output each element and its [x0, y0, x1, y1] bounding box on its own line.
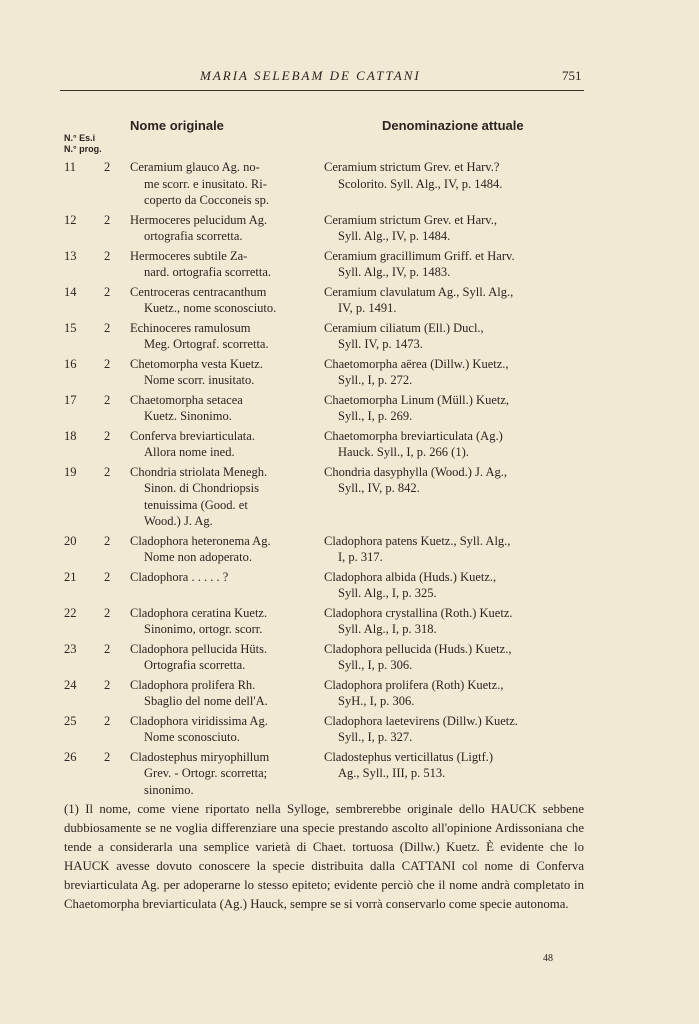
original-name-line: Nome scorr. inusitato.	[144, 373, 255, 387]
current-name-line: Hauck. Syll., I, p. 266 (1).	[338, 445, 469, 459]
original-name-line: Kuetz., nome sconosciuto.	[144, 301, 277, 315]
table-row	[64, 677, 594, 710]
original-name	[126, 428, 316, 461]
current-name	[316, 677, 594, 710]
current-name-line: Syll. Alg., IV, p. 1483.	[338, 265, 451, 279]
table-row	[64, 212, 594, 245]
entry-number: 23	[64, 641, 77, 656]
entry-es-count: 2	[104, 605, 111, 620]
footnote: (1) Il nome, come viene riportato nella Sylloge, sembrerebbe originale dello HAUCK sebbene dubbiosamente se ne voglia differenziare una specie prestando ascolto all'opinione Ardissoniana che tende a considerarla una semplice varietà di Chaet. tortuosa (Dillw.) Kuetz. È evidente che lo HAUCK avesse dovuto conoscere la specie distribuita dalla CATTANI col nome di Conferva breviarticulata Ag. per adoperarne lo stesso epiteto; evidente perciò che il nome andrà completato in Chaetomorpha breviarticulata (Ag.) Hauck, sempre se si vorrà conservarlo come specie autonoma.	[64, 802, 584, 911]
original-name-line: Cladophora pellucida Hüts.	[130, 641, 268, 656]
entry-es-count: 2	[104, 212, 111, 227]
original-name	[126, 392, 316, 425]
current-name-line: Ag., Syll., III, p. 513.	[338, 766, 446, 780]
entry-es-count: 2	[104, 749, 111, 764]
column-header-prog: N.° prog.	[64, 144, 102, 154]
table-row	[64, 533, 594, 566]
current-name-line: Chondria dasyphylla (Wood.) J. Ag.,	[324, 464, 508, 479]
entry-es-count: 2	[104, 464, 111, 479]
current-name-line: Syll. IV, p. 1473.	[338, 337, 423, 351]
current-name-line: Syll., IV, p. 842.	[338, 481, 420, 495]
original-name	[126, 212, 316, 245]
entry-number: 19	[64, 464, 77, 479]
current-name	[316, 713, 594, 746]
entry-es-count: 2	[104, 641, 111, 656]
current-name-line: Syll. Alg., I, p. 318.	[338, 622, 437, 636]
original-name-line: sinonimo.	[144, 782, 194, 797]
current-name-line: Cladophora pellucida (Huds.) Kuetz.,	[324, 641, 512, 656]
table-row	[64, 713, 594, 746]
table-row	[64, 605, 594, 638]
current-name-line: Syll., I, p. 327.	[338, 730, 413, 744]
running-header	[0, 68, 699, 88]
current-name-line: IV, p. 1491.	[338, 301, 397, 315]
entry-es-count: 2	[104, 248, 111, 263]
current-name	[316, 284, 594, 317]
column-header-current: Denominazione attuale	[382, 118, 524, 133]
table-row	[64, 569, 594, 602]
header-rule	[60, 90, 584, 91]
original-name	[126, 320, 316, 353]
column-header-es: N.° Es.i	[64, 133, 96, 143]
original-name-line: Sbaglio del nome dell'A.	[144, 694, 268, 708]
original-name-line: Kuetz. Sinonimo.	[144, 409, 232, 423]
original-name	[126, 641, 316, 674]
original-name-line: nard. ortografia scorretta.	[144, 265, 272, 279]
current-name-line: Cladophora albida (Huds.) Kuetz.,	[324, 569, 497, 584]
current-name	[316, 605, 594, 638]
current-name-line: Ceramium ciliatum (Ell.) Ducl.,	[324, 320, 484, 335]
entry-number: 26	[64, 749, 77, 764]
original-name-line: Cladophora heteronema Ag.	[130, 533, 271, 548]
table-row	[64, 749, 594, 799]
current-name	[316, 320, 594, 353]
table-row	[64, 392, 594, 425]
current-name	[316, 356, 594, 389]
entry-es-count: 2	[104, 284, 111, 299]
current-name	[316, 428, 594, 461]
current-name-line: SyH., I, p. 306.	[338, 694, 415, 708]
current-name	[316, 392, 594, 425]
original-name-line: Nome non adoperato.	[144, 550, 252, 564]
table-row	[64, 428, 594, 461]
current-name-line: Ceramium clavulatum Ag., Syll. Alg.,	[324, 284, 514, 299]
current-name-line: Syll., I, p. 306.	[338, 658, 413, 672]
entry-number: 17	[64, 392, 77, 407]
entry-es-count: 2	[104, 428, 111, 443]
entry-number: 24	[64, 677, 77, 692]
column-header-original: Nome originale	[130, 118, 224, 133]
original-name-line: Ortografia scorretta.	[144, 658, 246, 672]
original-name-line: Meg. Ortograf. scorretta.	[144, 337, 269, 351]
entry-es-count: 2	[104, 569, 111, 584]
current-name-line: Chaetomorpha aërea (Dillw.) Kuetz.,	[324, 356, 509, 371]
table-row	[64, 284, 594, 317]
original-name	[126, 159, 316, 209]
original-name-line: Allora nome ined.	[144, 445, 235, 459]
current-name	[316, 569, 594, 602]
original-name-line: Wood.) J. Ag.	[144, 514, 213, 528]
current-name	[316, 749, 594, 799]
entry-number: 21	[64, 569, 77, 584]
original-name-line: Cladophora viridissima Ag.	[130, 713, 268, 728]
original-name-line: ortografia scorretta.	[144, 229, 243, 243]
original-name	[126, 713, 316, 746]
original-name-line: Grev. - Ortogr. scorretta;	[144, 766, 268, 780]
original-name-line: Cladophora prolifera Rh.	[130, 677, 256, 692]
entry-number: 13	[64, 248, 77, 263]
original-name-line: Chaetomorpha setacea	[130, 392, 243, 407]
current-name-line: Syll. Alg., I, p. 325.	[338, 586, 437, 600]
running-title: MARIA SELEBAM DE CATTANI	[200, 68, 421, 83]
original-name-line: Echinoceres ramulosum	[130, 320, 251, 335]
current-name	[316, 533, 594, 566]
original-name-line: Ceramium glauco Ag. no-	[130, 160, 260, 174]
original-name	[126, 677, 316, 710]
current-name-line: Cladophora prolifera (Roth) Kuetz.,	[324, 677, 504, 692]
current-name	[316, 212, 594, 245]
entry-es-count: 2	[104, 160, 111, 174]
original-name-line: Cladophora . . . . . ?	[130, 569, 229, 584]
table-row	[64, 356, 594, 389]
entry-number: 25	[64, 713, 77, 728]
table-row	[64, 159, 594, 209]
original-name	[126, 605, 316, 638]
entry-number: 12	[64, 212, 77, 227]
entry-number: 15	[64, 320, 77, 335]
current-name-line: Cladophora patens Kuetz., Syll. Alg.,	[324, 533, 511, 548]
original-name-line: Nome sconosciuto.	[144, 730, 240, 744]
table-row	[64, 320, 594, 353]
entry-number: 18	[64, 428, 77, 443]
current-name-line: Cladostephus verticillatus (Ligtf.)	[324, 749, 494, 764]
current-name	[316, 641, 594, 674]
entry-es-count: 2	[104, 392, 111, 407]
original-name	[126, 284, 316, 317]
current-name-line: Ceramium strictum Grev. et Harv.,	[324, 212, 497, 227]
current-name-line: Scolorito. Syll. Alg., IV, p. 1484.	[338, 176, 503, 191]
current-name-line: Chaetomorpha Linum (Müll.) Kuetz,	[324, 392, 510, 407]
original-name-line: Chetomorpha vesta Kuetz.	[130, 356, 263, 371]
current-name-line: I, p. 317.	[338, 550, 383, 564]
entry-number: 22	[64, 605, 77, 620]
current-name	[316, 248, 594, 281]
current-name-line: Ceramium strictum Grev. et Harv.?	[324, 160, 500, 174]
table-row	[64, 248, 594, 281]
original-name-line: Sinon. di Chondriopsis	[144, 481, 259, 495]
original-name	[126, 248, 316, 281]
current-name	[316, 464, 594, 530]
original-name-line: Hermoceres pelucidum Ag.	[130, 212, 268, 227]
original-name-line: tenuissima (Good. et	[144, 497, 248, 512]
original-name	[126, 533, 316, 566]
entry-es-count: 2	[104, 356, 111, 371]
original-name	[126, 749, 316, 799]
original-name-line: Cladophora ceratina Kuetz.	[130, 605, 268, 620]
entry-number: 11	[64, 160, 77, 174]
current-name-line: Cladophora laetevirens (Dillw.) Kuetz.	[324, 713, 518, 728]
entry-es-count: 2	[104, 533, 111, 548]
original-name-line: Chondria striolata Menegh.	[130, 464, 268, 479]
entry-es-count: 2	[104, 677, 111, 692]
table-row	[64, 464, 594, 530]
entry-es-count: 2	[104, 713, 111, 728]
entry-es-count: 2	[104, 320, 111, 335]
current-name-line: Syll., I, p. 269.	[338, 409, 413, 423]
current-name	[316, 159, 594, 209]
original-name-line: me scorr. e inusitato. Ri-	[144, 176, 267, 191]
original-name-line: Hermoceres subtile Za-	[130, 248, 248, 263]
page-number: 751	[562, 68, 582, 83]
original-name-line: Cladostephus miryophillum	[130, 749, 270, 764]
current-name-line: Cladophora crystallina (Roth.) Kuetz.	[324, 605, 513, 620]
table-row	[64, 641, 594, 674]
species-table	[64, 159, 594, 801]
signature-mark: 48	[543, 953, 553, 964]
original-name-line: Conferva breviarticulata.	[130, 428, 255, 443]
current-name-line: Syll. Alg., IV, p. 1484.	[338, 229, 451, 243]
original-name-line: Sinonimo, ortogr. scorr.	[144, 622, 263, 636]
original-name	[126, 569, 316, 602]
original-name	[126, 356, 316, 389]
entry-number: 14	[64, 284, 77, 299]
entry-number: 20	[64, 533, 77, 548]
original-name-line: coperto da Cocconeis sp.	[144, 193, 269, 207]
original-name	[126, 464, 316, 530]
current-name-line: Syll., I, p. 272.	[338, 373, 413, 387]
entry-number: 16	[64, 356, 77, 371]
original-name-line: Centroceras centracanthum	[130, 284, 267, 299]
current-name-line: Chaetomorpha breviarticulata (Ag.)	[324, 428, 503, 443]
current-name-line: Ceramium gracillimum Griff. et Harv.	[324, 248, 515, 263]
